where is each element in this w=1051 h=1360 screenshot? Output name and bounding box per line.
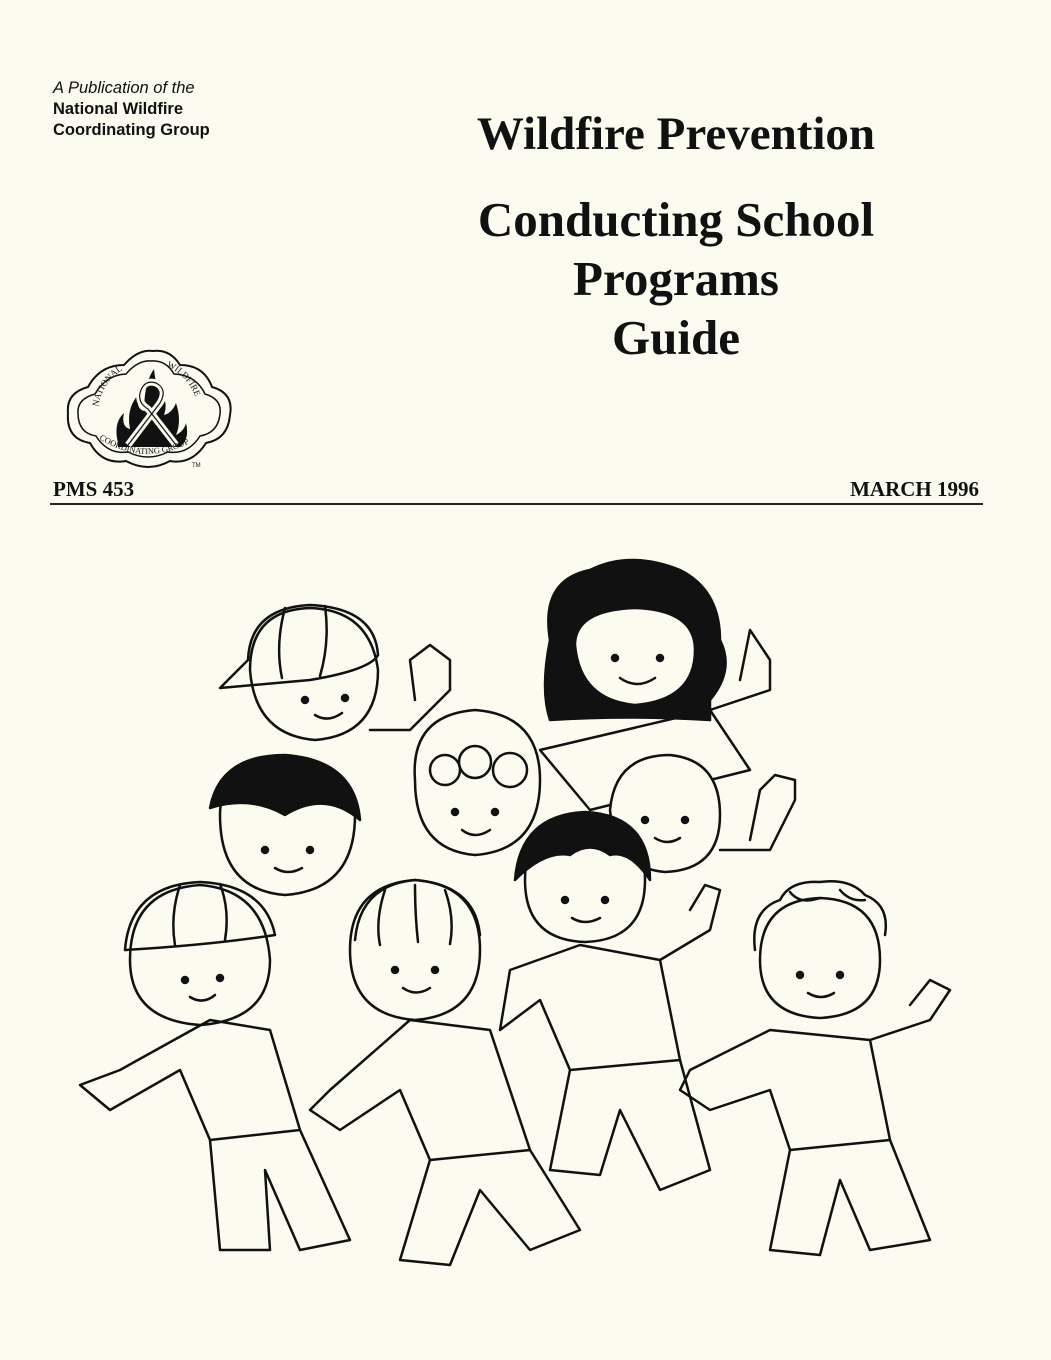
publisher-line-2: National Wildfire (53, 100, 184, 118)
nwcg-seal-icon (58, 343, 236, 473)
subtitle-line-2: Programs (573, 251, 779, 306)
seal-trademark: TM (192, 463, 201, 469)
document-subtitle (420, 190, 932, 367)
children-group-illustration (70, 550, 960, 1290)
publisher-line-1: A Publication of the (53, 79, 195, 97)
publication-code: PMS 453 (53, 477, 135, 501)
subtitle-line-3: Guide (612, 310, 740, 365)
publisher-line-3: Coordinating Group (53, 121, 210, 139)
child-bangs (310, 880, 580, 1265)
child-cap-front (80, 882, 350, 1250)
document-title: Wildfire Prevention (476, 108, 876, 160)
child-curls (415, 710, 540, 855)
publisher-block (53, 78, 210, 141)
subtitle-line-1: Conducting School (477, 192, 875, 247)
child-dark-hair (210, 755, 360, 895)
seal-text-coordinating-group: COORDINATING GROUP (98, 432, 191, 457)
child-cap-back (220, 605, 450, 740)
seal-text-wildfire: WILDFIRE (165, 359, 203, 398)
header-divider (50, 503, 983, 505)
child-curly-light-hair (680, 881, 950, 1255)
publication-date: MARCH 1996 (850, 477, 979, 501)
seal-text-national: NATIONAL (90, 363, 124, 408)
